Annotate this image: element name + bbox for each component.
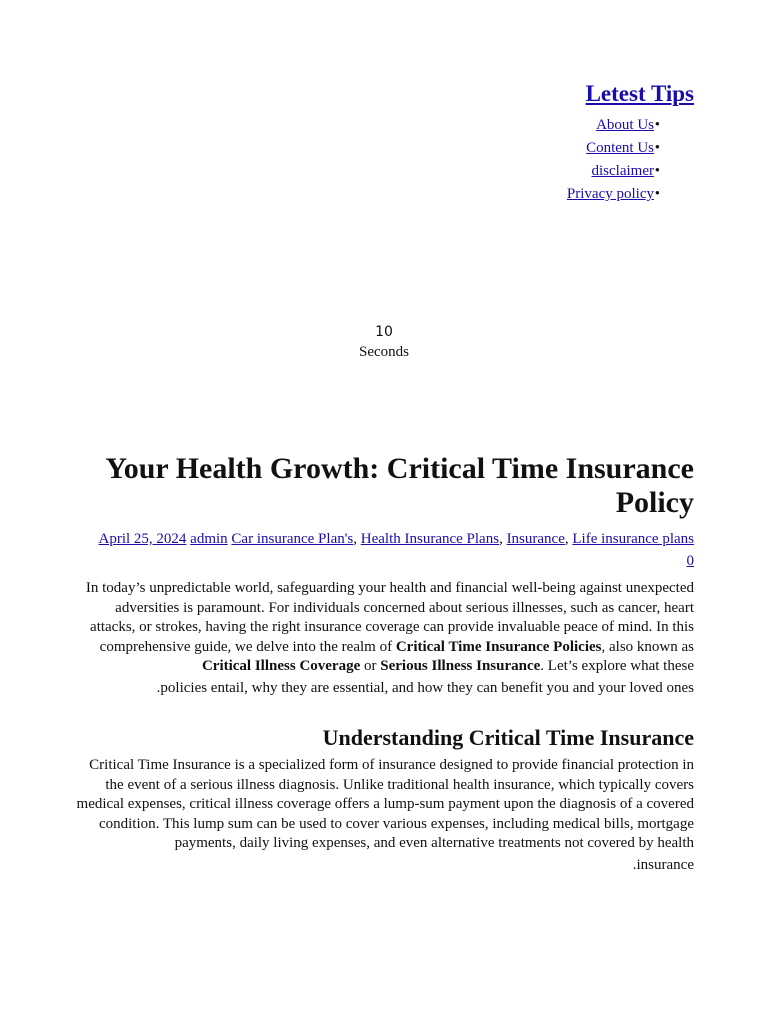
author-link[interactable]: admin [190, 531, 228, 547]
bullet-icon: • [654, 163, 660, 179]
category-link-car-insurance[interactable]: Car insurance Plan's [231, 531, 354, 547]
nav-item-disclaimer [567, 160, 660, 183]
countdown-unit: Seconds [359, 344, 409, 360]
intro-last-line: .policies entail, why they are essential, and how they can benefit you and your loved ones [156, 679, 694, 696]
section-last-line: .insurance [632, 856, 694, 873]
intro-bold-1: Critical Time Insurance Policies [395, 638, 602, 655]
countdown-timer [0, 322, 768, 362]
countdown-count: 10 [375, 324, 393, 340]
bullet-icon: • [654, 186, 660, 202]
intro-bold-3: Serious Illness Insurance [380, 658, 541, 674]
post-date-link[interactable]: April 25, 2024 [98, 531, 187, 547]
bullet-icon: • [654, 117, 660, 133]
article [74, 452, 694, 875]
intro-text-1: In today’s unpredictable world, safeguarding your health and financial well-being against unexpected adversities is paramount. For individuals concerned about serious illnesses, such as cancer, heart attacks, or strokes, having the right insurance coverage can provide invaluable peace of mind. In this comprehensive guide, we delve into the realm of [85, 580, 694, 655]
category-link-insurance[interactable]: Insurance [506, 531, 565, 547]
nav-item-privacy-policy [566, 183, 660, 206]
intro-text-2: , also known as [601, 638, 694, 655]
intro-paragraph [74, 579, 694, 698]
nav-menu [566, 114, 660, 206]
nav-link-content-us[interactable]: Content Us [586, 140, 654, 156]
nav-item-content-us [567, 137, 660, 160]
section-body: Critical Time Insurance is a specialized form of insurance designed to provide financial protection in the event of a serious illness diagnosis. Unlike traditional health insurance, which typically covers medical expenses, critical illness coverage offers a lump-sum payment upon the diagnosis of a covered condition. This lump sum can be used to cover various expenses, including medical bills, mortgage payments, daily living expenses, and even alternative treatments not covered by health [76, 757, 694, 851]
section-heading: Understanding Critical Time Insurance [322, 725, 694, 750]
category-link-life-insurance[interactable]: Life insurance plans [572, 531, 694, 547]
comment-count-link[interactable]: 0 [686, 553, 694, 569]
bullet-icon: • [654, 140, 660, 156]
article-title: Your Health Growth: Critical Time Insurance Policy [105, 452, 694, 519]
nav-item-about-us [567, 114, 660, 137]
article-meta: April 25, 2024 admin Car insurance Plan's, Health Insurance Plans, Insurance, Life insurance plans 0 [74, 528, 694, 572]
site-title-link[interactable]: Letest Tips [585, 81, 694, 106]
section-paragraph [74, 756, 694, 875]
intro-bold-2: Critical Illness Coverage [201, 658, 361, 674]
nav-link-disclaimer[interactable]: disclaimer [591, 163, 654, 179]
site-title [586, 80, 694, 108]
intro-text-3: or [360, 658, 381, 674]
intro-text-4: . Let’s explore what these [540, 658, 694, 674]
nav-link-privacy-policy[interactable]: Privacy policy [566, 186, 654, 202]
nav-link-about-us[interactable]: About Us [596, 117, 654, 133]
category-link-health-insurance[interactable]: Health Insurance Plans [360, 531, 500, 547]
